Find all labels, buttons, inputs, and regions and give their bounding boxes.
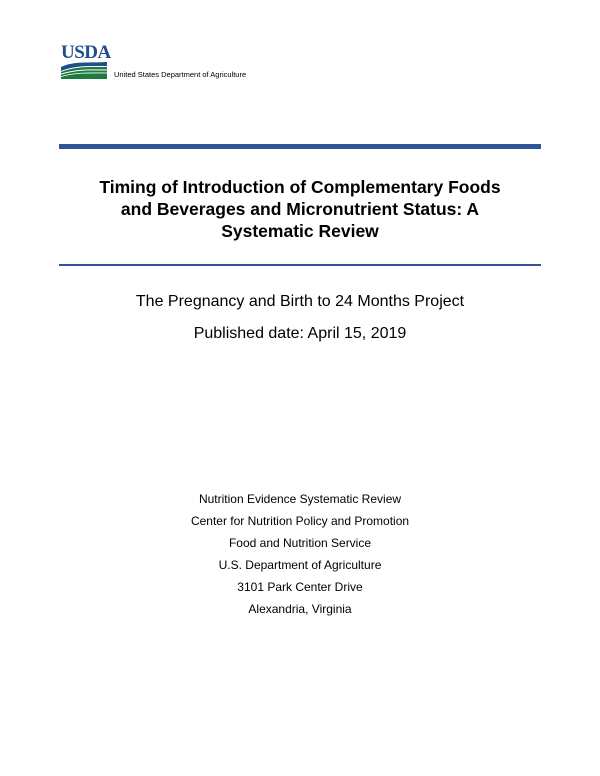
title-line: and Beverages and Micronutrient Status: A	[120, 199, 480, 219]
address-line: Center for Nutrition Policy and Promotion	[190, 514, 410, 528]
address-line: 3101 Park Center Drive	[237, 580, 363, 594]
document-title	[40, 176, 560, 242]
title-line: Systematic Review	[221, 221, 379, 241]
usda-logo-text: USDA	[61, 42, 111, 63]
usda-landscape-graphic	[61, 61, 107, 79]
published-date: Published date: April 15, 2019	[193, 325, 407, 342]
address-line: Food and Nutrition Service	[228, 536, 372, 550]
address-line: Alexandria, Virginia	[248, 602, 352, 616]
project-name: The Pregnancy and Birth to 24 Months Project	[135, 293, 465, 310]
title-line: Timing of Introduction of Complementary Foods	[99, 177, 501, 197]
organization-address	[40, 488, 560, 620]
title-divider	[59, 264, 541, 266]
agency-name: United States Department of Agriculture	[114, 70, 247, 79]
usda-logo-icon	[61, 42, 111, 79]
top-divider	[59, 144, 541, 149]
address-line: U.S. Department of Agriculture	[218, 558, 382, 572]
address-line: Nutrition Evidence Systematic Review	[198, 492, 402, 506]
